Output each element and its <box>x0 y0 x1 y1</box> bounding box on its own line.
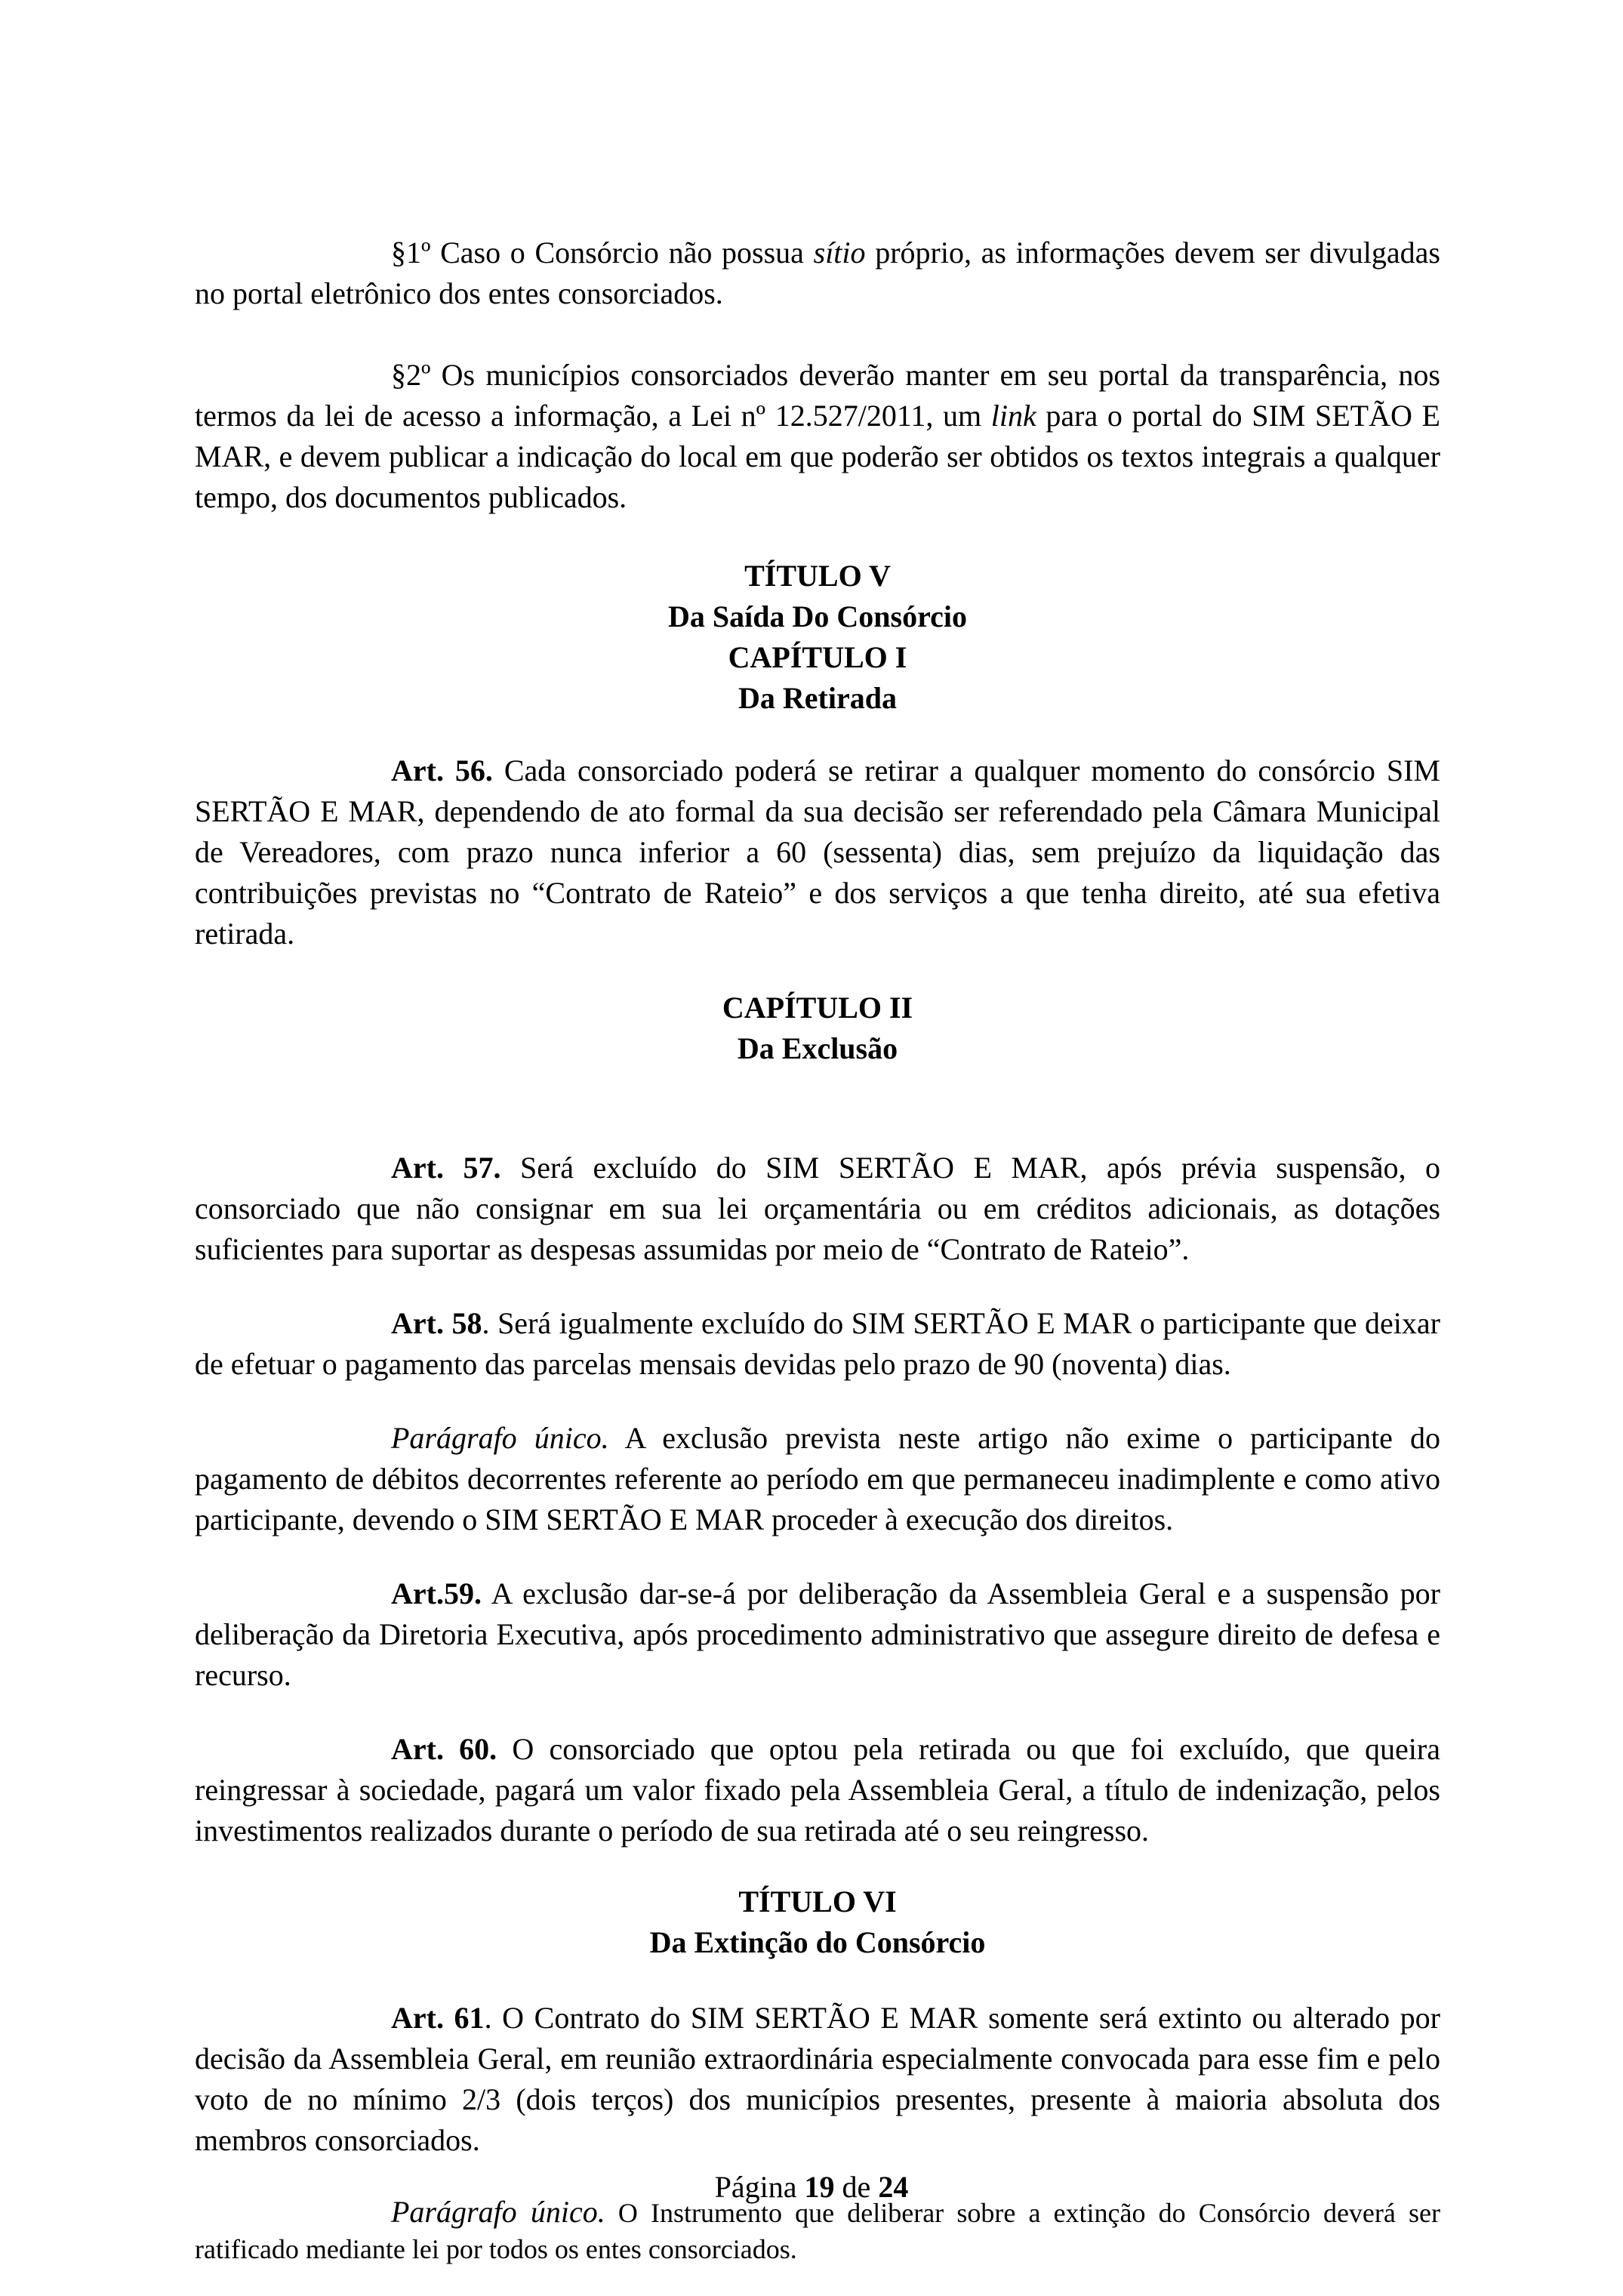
emphasis: sítio <box>813 236 866 270</box>
paragraph-label: Parágrafo único. <box>391 2195 605 2229</box>
paragraph-2: §2º Os municípios consorciados deverão manter em seu portal da transparência, nos termos da lei de acesso a informação, a Lei nº 12.527/2011, um link para o portal do SIM SETÃO E MAR, e devem publicar a indicação do local em que poderão ser obtidos os textos integrais a qualquer tempo, dos documentos publicados. <box>195 358 1440 514</box>
title-v-block <box>195 556 1440 719</box>
article-label: Art. 56. <box>391 754 493 787</box>
paragraph-label: §2º <box>391 358 431 392</box>
document-body <box>195 233 1440 2267</box>
article-61: Art. 61. O Contrato do SIM SERTÃO E MAR somente será extinto ou alterado por decisão da Assembleia Geral, em reunião extraordinária especialmente convocada para esse fim e pelo voto de no mínimo 2/3 (dois terços) dos municípios presentes, presente à maioria absoluta dos membros consorciados. <box>195 2001 1440 2157</box>
chapter-subheading: Da Retirada <box>738 681 897 715</box>
paragraph-1: §1º Caso o Consórcio não possua sítio próprio, as informações devem ser divulgadas no portal eletrônico dos entes consorciados. <box>195 236 1440 310</box>
title-subheading: Da Extinção do Consórcio <box>649 1925 986 1959</box>
article-59: Art.59. A exclusão dar-se-á por deliberação da Assembleia Geral e a suspensão por deliberação da Diretoria Executiva, após procedimento administrativo que assegure direito de defesa e recurso. <box>195 1576 1440 1692</box>
article-56: Art. 56. Cada consorciado poderá se retirar a qualquer momento do consórcio SIM SERTÃO E MAR, dependendo de ato formal da sua decisão ser referendado pela Câmara Municipal de Vereadores, com prazo nunca inferior a 60 (sessenta) dias, sem prejuízo da liquidação das contribuições previstas no “Contrato de Rateio” e dos serviços a que tenha direito, até sua efetiva retirada. <box>195 754 1440 951</box>
title-heading: TÍTULO V <box>744 559 891 593</box>
article-61-paragraph: Parágrafo único. O Instrumento que deliberar sobre a extinção do Consórcio deverá ser ratificado mediante lei por todos os entes consorciados. <box>195 2195 1440 2264</box>
title-subheading: Da Saída Do Consórcio <box>668 599 967 633</box>
current-page-number: 19 <box>804 2170 835 2204</box>
title-vi-block <box>195 1881 1440 1963</box>
total-page-number: 24 <box>878 2170 909 2204</box>
article-58: Art. 58. Será igualmente excluído do SIM SERTÃO E MAR o participante que deixar de efetuar o pagamento das parcelas mensais devidas pelo prazo de 90 (noventa) dias. <box>195 1306 1440 1381</box>
article-57: Art. 57. Será excluído do SIM SERTÃO E MAR, após prévia suspensão, o consorciado que não consignar em sua lei orçamentária ou em créditos adicionais, as dotações suficientes para suportar as despesas assumidas por meio de “Contrato de Rateio”. <box>195 1151 1440 1266</box>
paragraph-label: Parágrafo único. <box>391 1421 609 1455</box>
article-60: Art. 60. O consorciado que optou pela retirada ou que foi excluído, que queira reingressar à sociedade, pagará um valor fixado pela Assembleia Geral, a título de indenização, pelos investimentos realizados durante o período de sua retirada até o seu reingresso. <box>195 1732 1440 1848</box>
chapter-ii-block <box>195 988 1440 1069</box>
article-label: Art. 60. <box>391 1732 497 1766</box>
chapter-subheading: Da Exclusão <box>737 1031 898 1065</box>
article-58-paragraph: Parágrafo único. A exclusão prevista neste artigo não exime o participante do pagamento de débitos decorrentes referente ao período em que permaneceu inadimplente e como ativo participante, devendo o SIM SERTÃO E MAR proceder à execução dos direitos. <box>195 1421 1440 1536</box>
emphasis: link <box>990 399 1036 433</box>
article-label: Art.59. <box>391 1576 482 1610</box>
title-heading: TÍTULO VI <box>738 1885 897 1918</box>
chapter-heading: CAPÍTULO II <box>722 991 913 1025</box>
chapter-heading: CAPÍTULO I <box>728 640 907 674</box>
article-label: Art. 57. <box>391 1151 501 1185</box>
article-label: Art. 61 <box>391 2001 485 2035</box>
page-footer: Página 19 de 24 <box>714 2170 909 2204</box>
paragraph-label: §1º <box>391 236 431 270</box>
article-label: Art. 58 <box>391 1306 482 1340</box>
